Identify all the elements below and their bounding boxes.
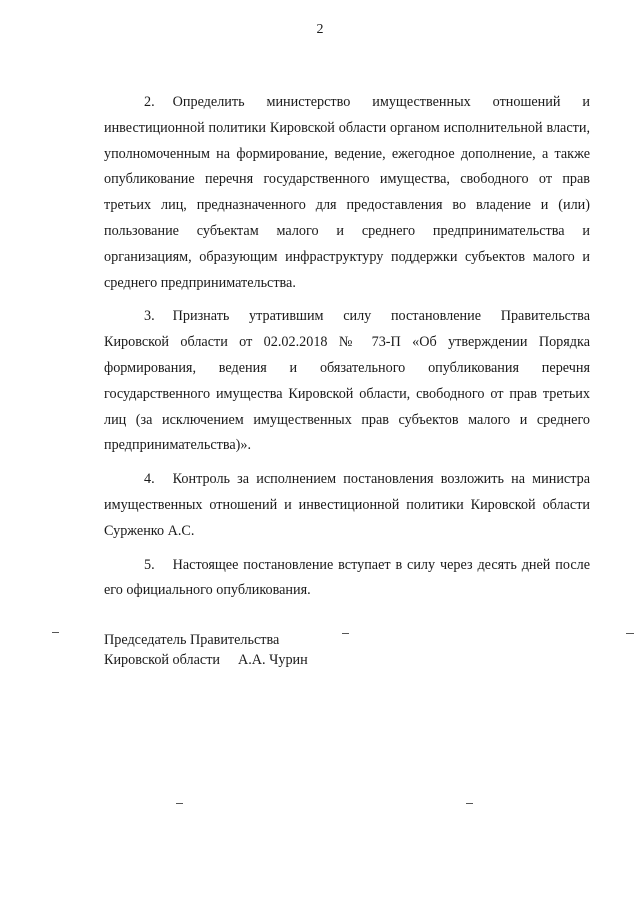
page-number: 2 xyxy=(316,22,324,37)
paragraph-text: Определить министерство имущественных отношений и инвестиционной политики Кировской области органом исполнительной власти, уполномоченным на формирование, ведение, ежегодное дополнение, а также опубликование перечня государственного имущества, свободного от прав третьих лиц, предназначенного для предоставления во владение и (или) пользование субъектам малого и среднего предпринимательства и организациям, образующим инфраструктуру поддержки субъектов малого и среднего предпринимательства. xyxy=(104,94,590,291)
scan-mark xyxy=(466,803,473,804)
scan-mark xyxy=(626,633,634,634)
signatory-title-line2 xyxy=(104,650,308,670)
scan-mark xyxy=(342,633,349,634)
paragraph-number: 3. xyxy=(144,308,155,325)
paragraph-5 xyxy=(104,553,590,605)
document-body xyxy=(104,90,590,612)
signature-block xyxy=(104,630,308,670)
paragraph-4 xyxy=(104,467,590,544)
paragraph-number: 5. xyxy=(144,556,155,573)
signatory-title-line1: Председатель Правительства xyxy=(104,632,280,648)
signatory-name: А.А. Чурин xyxy=(238,652,308,668)
paragraph-text: Контроль за исполнением постановления возложить на министра имущественных отношений и инвестиционной политики Кировской области Сурженко А.С. xyxy=(104,471,590,539)
paragraph-text: Признать утратившим силу постановление Правительства Кировской области от 02.02.2018 № 73-П «Об утверждении Порядка формирования, ведения и обязательного опубликования перечня государственного имущества Кировской области, свободного от прав третьих лиц (за исключением имущественных прав субъектов малого и среднего предпринимательства)». xyxy=(104,308,590,454)
paragraph-2 xyxy=(104,90,590,296)
paragraph-text: Настоящее постановление вступает в силу через десять дней после его официального опубликования. xyxy=(104,556,590,599)
signatory-region: Кировской области xyxy=(104,652,220,668)
scan-mark xyxy=(176,803,183,804)
scan-mark xyxy=(52,632,59,633)
paragraph-number: 2. xyxy=(144,94,155,110)
paragraph-number: 4. xyxy=(144,471,155,488)
paragraph-3 xyxy=(104,304,590,459)
